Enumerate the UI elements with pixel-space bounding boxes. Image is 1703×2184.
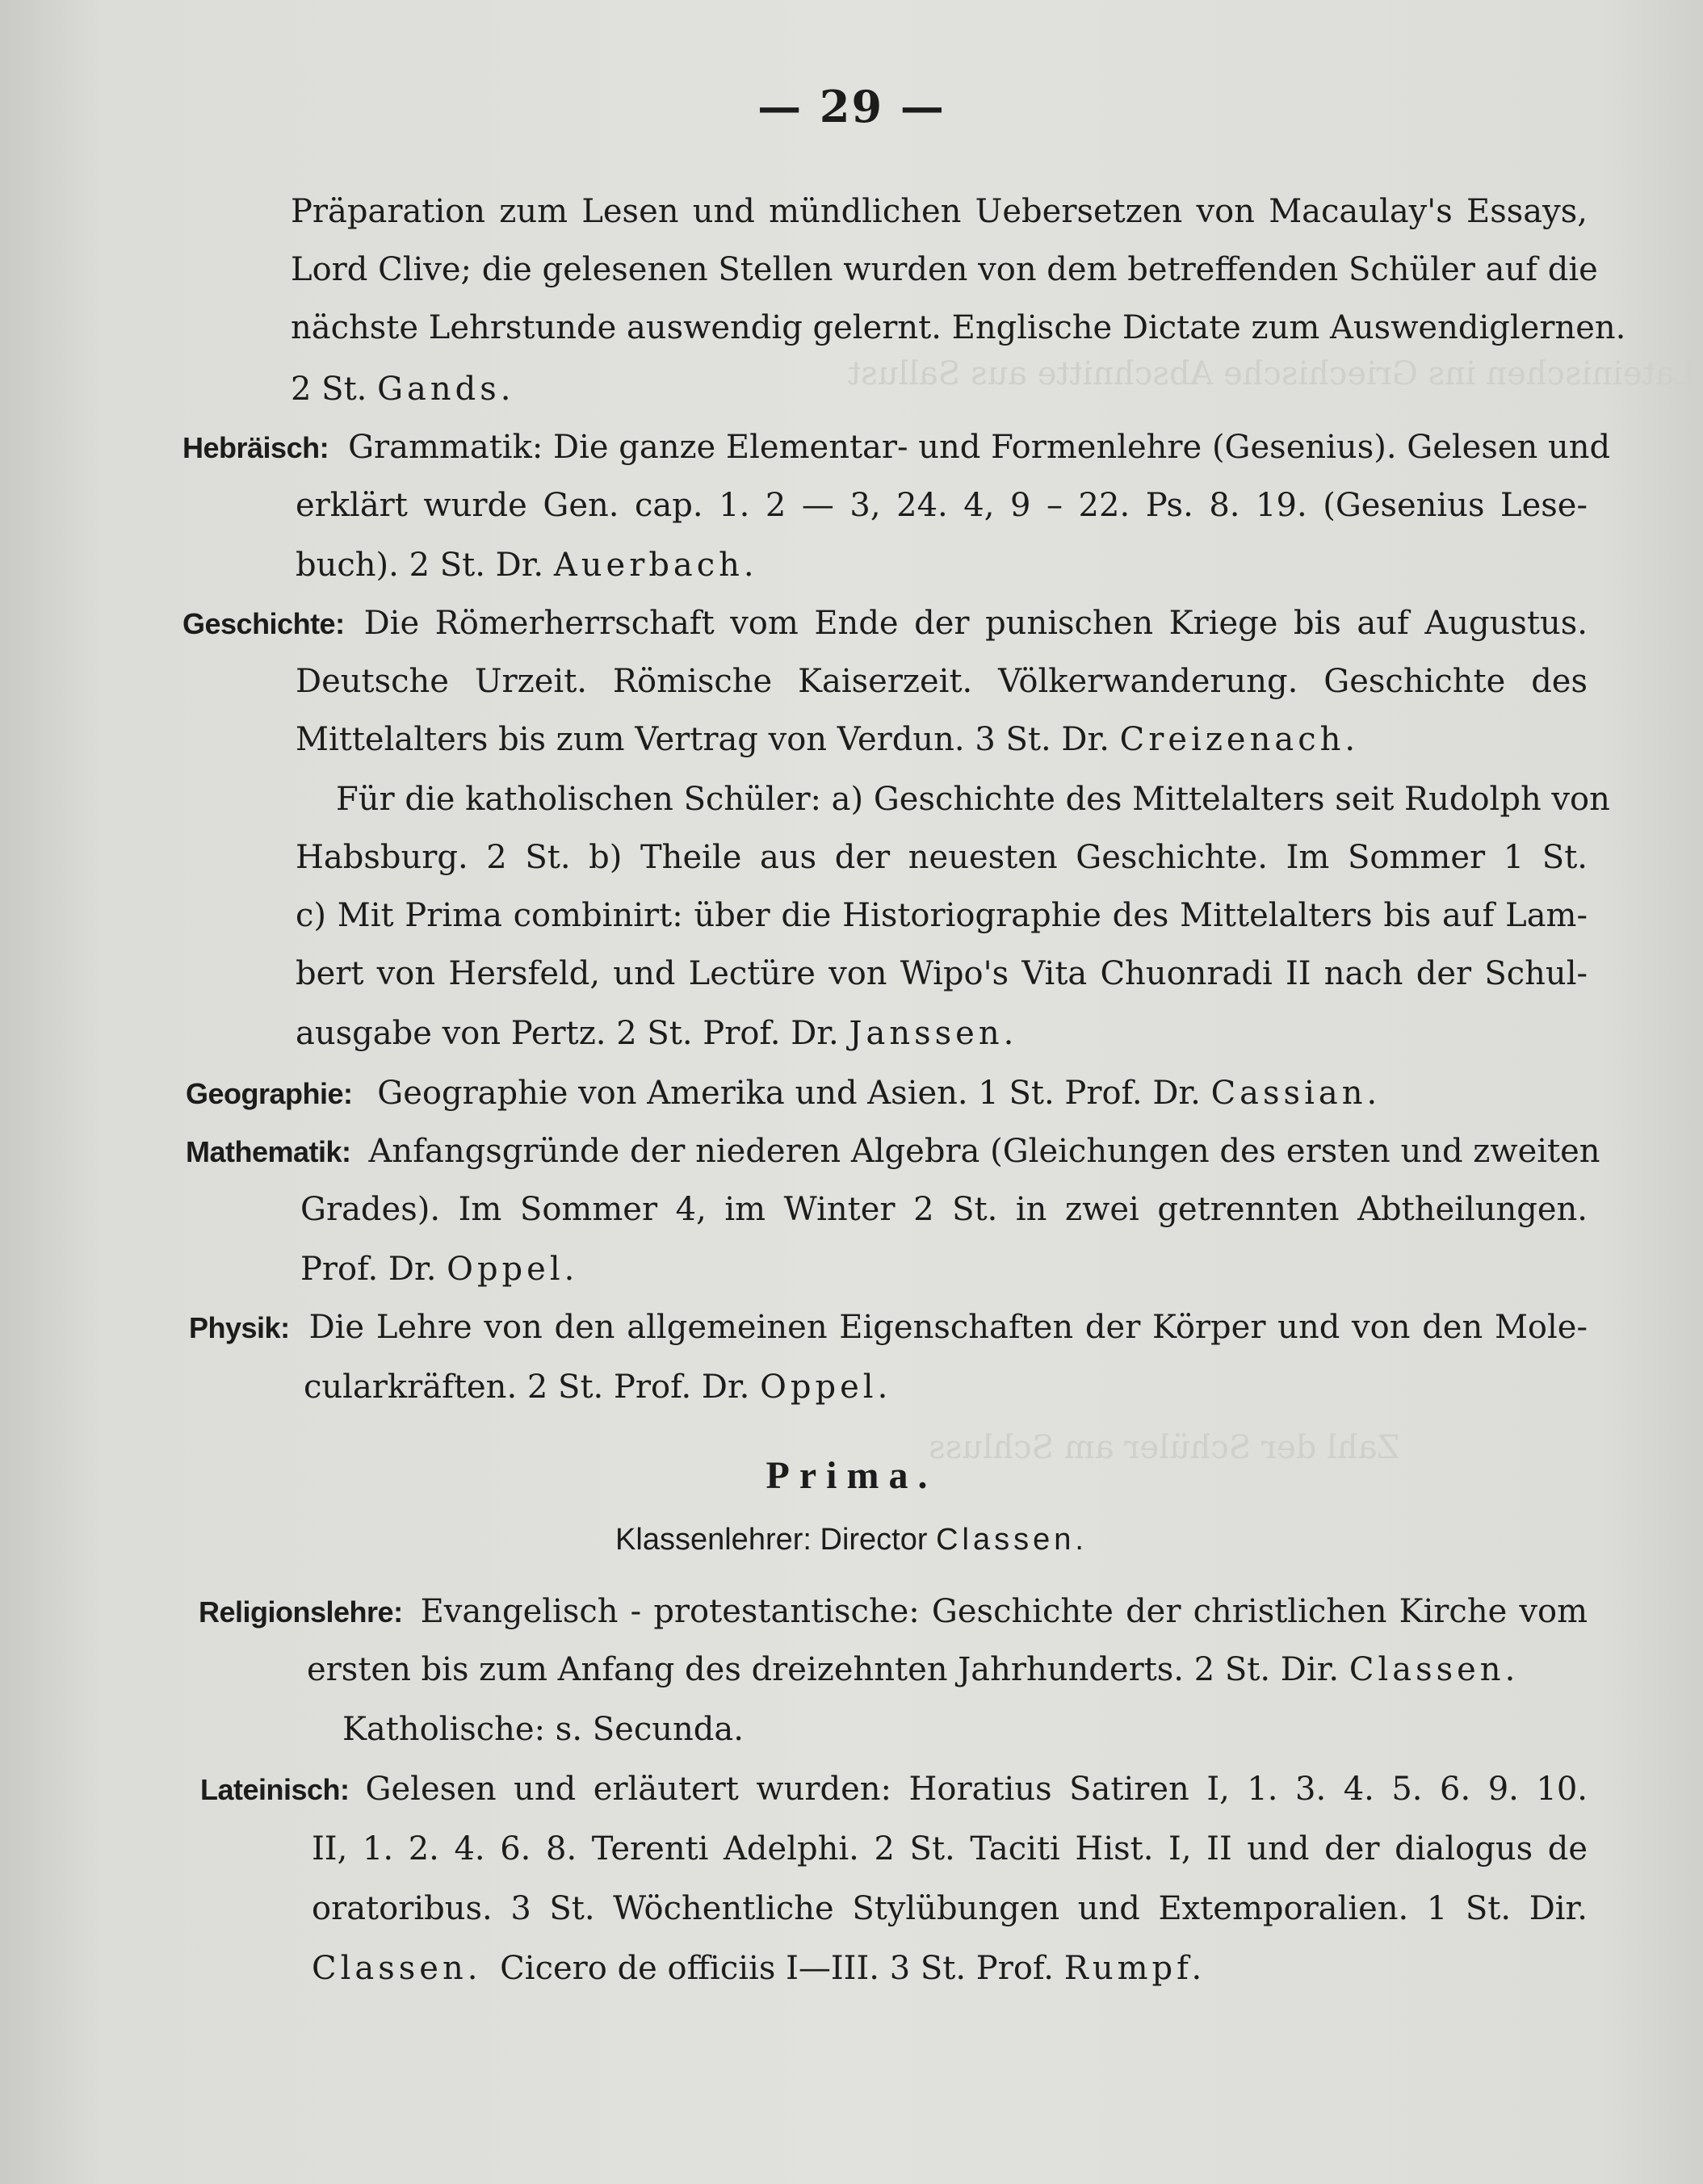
- text-line: Für die katholischen Schüler: a) Geschichte des Mittelalters seit Rudolph von: [336, 781, 1610, 818]
- text-line: Lord Clive; die gelesenen Stellen wurden von dem betreffenden Schüler auf die: [291, 251, 1598, 288]
- text-line: Die Römerherrschaft vom Ende der punischen Kriege bis auf Augustus.: [363, 605, 1588, 642]
- subject-heading: Religionslehre:: [199, 1595, 403, 1629]
- text-line: Die Lehre von den allgemeinen Eigenschaften der Körper und von den Mole-: [308, 1309, 1588, 1346]
- text-span: Geographie von Amerika und Asien. 1 St. Prof. Dr.: [377, 1075, 1201, 1112]
- subject-physik: [189, 1308, 1588, 1348]
- text-line: Gelesen und erläutert wurden: Horatius Satiren I, 1. 3. 4. 5. 6. 9. 10.: [365, 1771, 1588, 1808]
- subject-heading: Hebräisch:: [182, 431, 329, 464]
- text-line: Anfangsgründe der niederen Algebra (Gleichungen des ersten und zweiten: [368, 1133, 1600, 1170]
- teacher-name: Janssen.: [849, 1015, 1018, 1052]
- subject-heading: Geographie:: [186, 1077, 353, 1110]
- subject-geschichte: [182, 604, 1588, 643]
- class-teacher: [0, 1523, 1703, 1557]
- text-line: Habsburg. 2 St. b) Theile aus der neuesten Geschichte. Im Sommer 1 St.: [296, 839, 1588, 876]
- text-span: cularkräften. 2 St. Prof. Dr.: [304, 1369, 750, 1406]
- subject-lateinisch: [200, 1770, 1588, 1809]
- text-line: Grades). Im Sommer 4, im Winter 2 St. in zwei getrennten Abtheilungen.: [300, 1191, 1588, 1228]
- text-span: Mittelalters bis zum Vertrag von Verdun. 3 St. Dr.: [296, 721, 1109, 758]
- subject-heading: Geschichte:: [182, 607, 345, 640]
- text-line: [307, 1650, 1519, 1689]
- text-line: [296, 1014, 1017, 1053]
- subject-heading: Lateinisch:: [200, 1773, 350, 1806]
- text-line: erklärt wurde Gen. cap. 1. 2 — 3, 24. 4, 9 – 22. Ps. 8. 19. (Gesenius Lese-: [296, 487, 1588, 524]
- text-span: buch). 2 St. Dr.: [296, 547, 544, 584]
- teacher-name: Classen.: [312, 1950, 482, 1987]
- subject-hebraeisch: [182, 428, 1611, 467]
- text-line: c) Mit Prima combinirt: über die Historiographie des Mittelalters bis auf Lam-: [296, 897, 1588, 934]
- text-line: Katholische: s. Secunda.: [342, 1711, 744, 1748]
- text-line: Grammatik: Die ganze Elementar- und Formenlehre (Gesenius). Gelesen und: [348, 429, 1611, 466]
- text-span: ersten bis zum Anfang des dreizehnten Jahrhunderts. 2 St. Dir.: [307, 1651, 1340, 1688]
- text-line: bert von Hersfeld, und Lectüre von Wipo's Vita Chuonradi II nach der Schul-: [296, 955, 1588, 992]
- subject-heading: Mathematik:: [186, 1135, 351, 1168]
- hours: 2 St.: [291, 371, 367, 408]
- teacher-name: Creizenach.: [1119, 721, 1360, 758]
- text-line: Deutsche Urzeit. Römische Kaiserzeit. Völkerwanderung. Geschichte des: [296, 663, 1588, 700]
- text-line: [312, 1949, 1206, 1988]
- text-line: Präparation zum Lesen und mündlichen Uebersetzen von Macaulay's Essays,: [291, 193, 1588, 230]
- teacher-name: Oppel.: [447, 1251, 579, 1288]
- text-line: [291, 370, 515, 409]
- teacher-name: Oppel.: [760, 1369, 892, 1406]
- teacher-name: Gands.: [377, 371, 515, 408]
- text-line: [300, 1250, 578, 1289]
- text-line: [296, 546, 758, 585]
- text-line: nächste Lehrstunde auswendig gelernt. Englische Dictate zum Auswendiglernen.: [291, 309, 1626, 346]
- class-teacher-name: Classen.: [936, 1523, 1088, 1557]
- teacher-name: Cassian.: [1210, 1075, 1382, 1112]
- teacher-name: Auerbach.: [553, 547, 758, 584]
- teacher-name: Rumpf.: [1063, 1950, 1206, 1987]
- teacher-name: Classen.: [1349, 1651, 1520, 1688]
- text-span: Cicero de officiis I—III. 3 St. Prof.: [500, 1950, 1054, 1987]
- subject-mathematik: [186, 1132, 1600, 1172]
- bleed-through-text: Lateinischen ins Griechische Abschnitte aus Sallust: [848, 355, 1697, 392]
- class-teacher-label: Klassenlehrer: Director: [615, 1523, 928, 1557]
- page-number: — 29 —: [757, 81, 946, 132]
- text-line: [296, 720, 1359, 759]
- text-line: Evangelisch - protestantische: Geschichte der christlichen Kirche vom: [420, 1593, 1588, 1630]
- text-line: [304, 1368, 891, 1406]
- subject-religionslehre: [199, 1592, 1588, 1632]
- subject-geographie: [186, 1074, 1381, 1113]
- subject-heading: Physik:: [189, 1311, 290, 1344]
- text-span: Prof. Dr.: [300, 1251, 437, 1288]
- section-title: Prima.: [766, 1454, 937, 1497]
- text-line: oratoribus. 3 St. Wöchentliche Stylübungen und Extemporalien. 1 St. Dir.: [312, 1890, 1588, 1927]
- text-span: ausgabe von Pertz. 2 St. Prof. Dr.: [296, 1015, 839, 1052]
- bleed-through-text-2: Zahl der Schüler am Schluss: [929, 1429, 1400, 1466]
- text-line: II, 1. 2. 4. 6. 8. Terenti Adelphi. 2 St. Taciti Hist. I, II und der dialogus de: [312, 1830, 1588, 1868]
